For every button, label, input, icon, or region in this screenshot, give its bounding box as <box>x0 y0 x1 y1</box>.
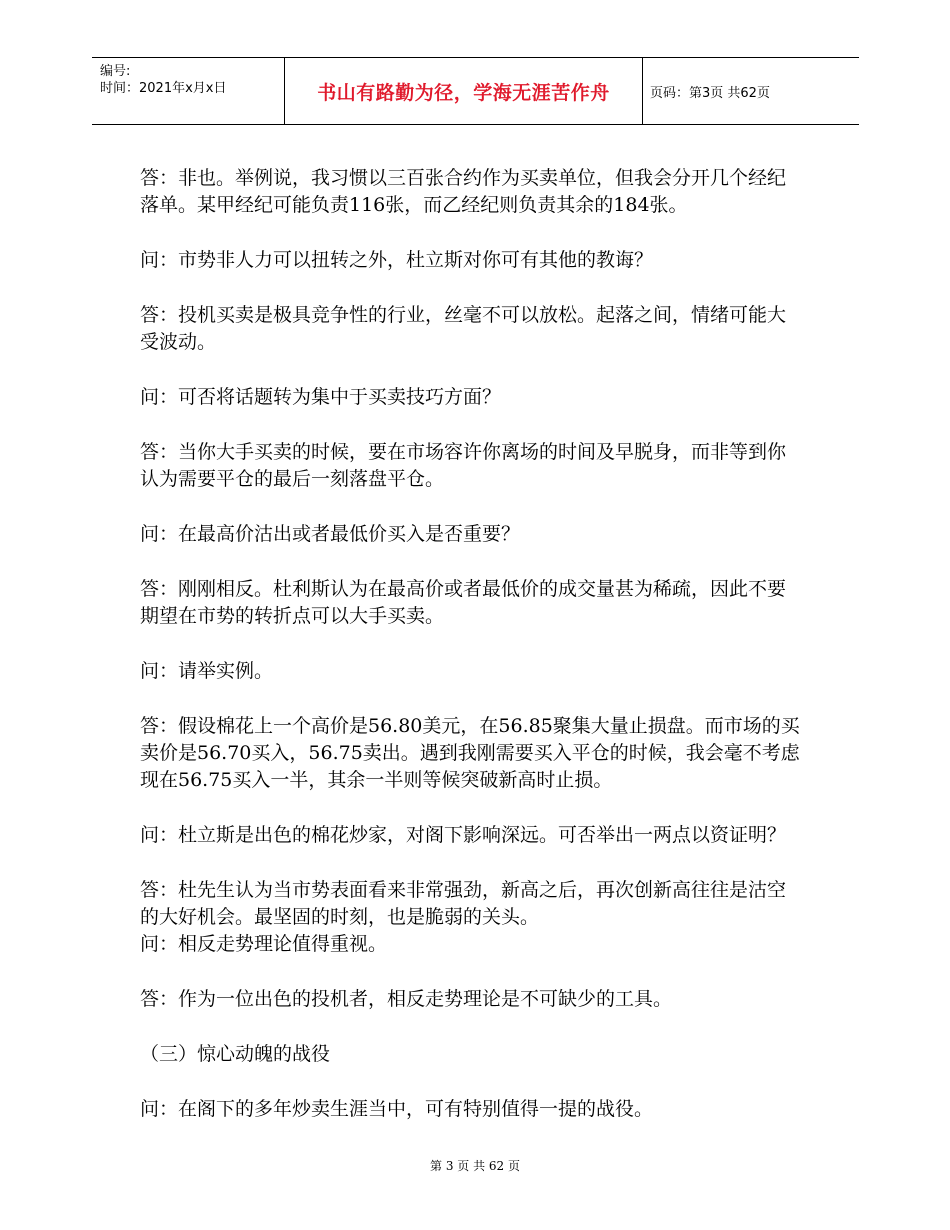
paragraph: 答：当你大手买卖的时候，要在市场容许你离场的时间及早脱身，而非等到你认为需要平仓的最后一刻落盘平仓。 <box>140 441 787 490</box>
paragraph: 问：相反走势理论值得重视。 <box>140 933 388 955</box>
page-header <box>92 57 859 125</box>
header-motto-cell <box>284 58 643 124</box>
paragraph: 答：投机买卖是极具竞争性的行业，丝毫不可以放松。起落之间，情绪可能大受波动。 <box>140 304 787 353</box>
paragraph: 问：可否将话题转为集中于买卖技巧方面？ <box>140 386 502 408</box>
paragraph: 答：刚刚相反。杜利斯认为在最高价或者最低价的成交量甚为稀疏，因此不要期望在市势的转折点可以大手买卖。 <box>140 578 787 627</box>
paragraph: 答：作为一位出色的投机者，相反走势理论是不可缺少的工具。 <box>140 988 673 1010</box>
section-heading: （三）惊心动魄的战役 <box>140 1043 331 1065</box>
header-motto: 书山有路勤为径，学海无涯苦作舟 <box>317 81 610 104</box>
header-page-cell <box>642 58 859 124</box>
paragraph: 问：请举实例。 <box>140 660 274 682</box>
header-meta <box>92 58 284 124</box>
paragraph: 答：假设棉花上一个高价是56.80美元，在56.85聚集大量止损盘。而市场的买卖价是56.70买入，56.75卖出。遇到我刚需要买入平仓的时候，我会毫不考虑现在56.75买入一半，其余一半则等候突破新高时止损。 <box>140 715 800 791</box>
document-body <box>140 165 800 1123</box>
page-footer: 第 3 页 共 62 页 <box>430 1159 520 1173</box>
paragraph: 问：市势非人力可以扭转之外，杜立斯对你可有其他的教诲？ <box>140 249 654 271</box>
paragraph: 答：非也。举例说，我习惯以三百张合约作为买卖单位，但我会分开几个经纪落单。某甲经纪可能负责116张，而乙经纪则负责其余的184张。 <box>140 167 787 216</box>
document-time-label: 时间：2021年x月x日 <box>100 81 227 96</box>
paragraph: 答：杜先生认为当市势表面看来非常强劲，新高之后，再次创新高往往是沽空的大好机会。最坚固的时刻，也是脆弱的关头。 <box>140 879 787 928</box>
paragraph: 问：杜立斯是出色的棉花炒家，对阁下影响深远。可否举出一两点以资证明？ <box>140 824 787 846</box>
paragraph: 问：在阁下的多年炒卖生涯当中，可有特别值得一提的战役。 <box>140 1098 654 1120</box>
document-number-label: 编号: <box>100 64 131 79</box>
header-page-info: 页码：第3页 共62页 <box>650 85 770 101</box>
paragraph: 问：在最高价沽出或者最低价买入是否重要？ <box>140 523 521 545</box>
